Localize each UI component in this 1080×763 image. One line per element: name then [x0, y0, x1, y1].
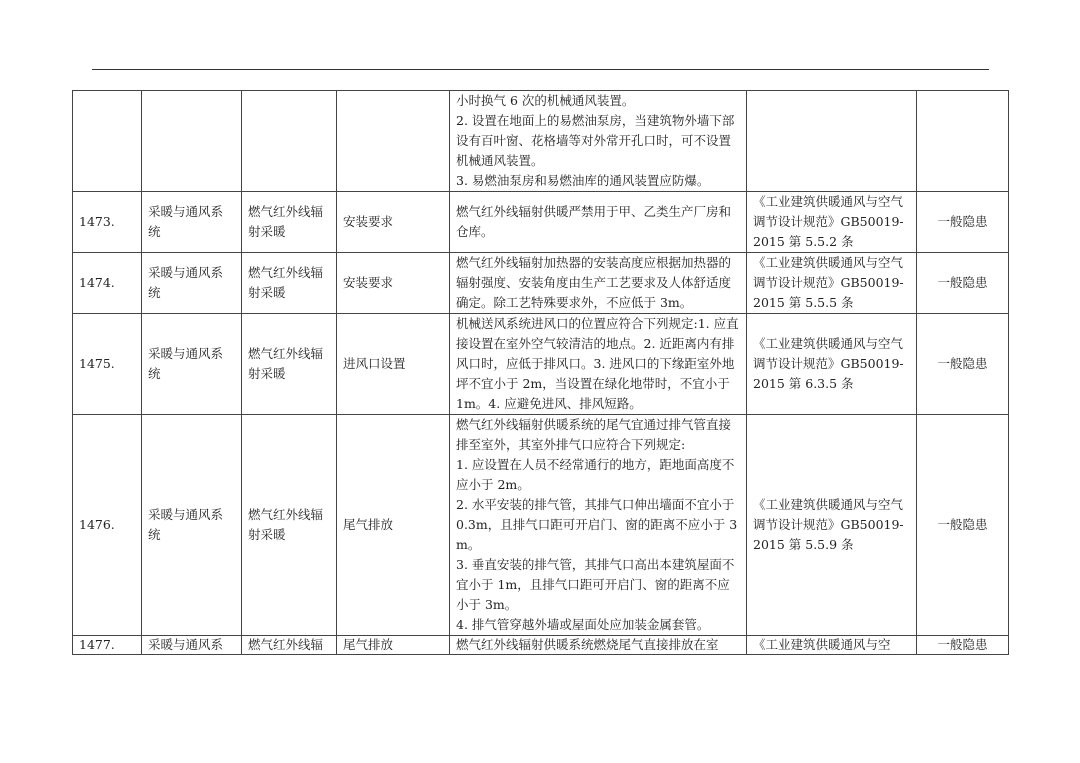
check-item-cell: 尾气排放 [337, 415, 450, 636]
requirement-line: 2. 设置在地面上的易燃油泵房，当建筑物外墙下部设有百叶窗、花格墙等对外常开孔口时，可不设置机械通风装置。 [456, 113, 735, 168]
requirement-cell [450, 415, 747, 636]
category-cell: 采暖与通风系统 [142, 314, 242, 415]
category-cell [142, 91, 242, 192]
subcategory-text: 燃气红外线辐 [248, 637, 324, 652]
category-text: 采暖与通风系 [148, 637, 224, 652]
requirement-line: 机械送风系统进风口的位置应符合下列规定:1. 应直接设置在室外空气较清洁的地点。2. 近距离内有排风口时，应低于排风口。3. 进风口的下缘距室外地坪不宜小于 2m，当设置在绿化地带时，不宜小于 1m。4. 应避免进风、排风短路。 [456, 316, 739, 411]
check-item-cell: 安装要求 [337, 192, 450, 253]
requirement-cell [450, 192, 747, 253]
check-item-cell: 安装要求 [337, 253, 450, 314]
row-number-cell [73, 636, 142, 655]
requirement-line: 1. 应设置在人员不经常通行的地方，距地面高度不应小于 2m。 [456, 457, 735, 492]
basis-cell: 《工业建筑供暖通风与空气调节设计规范》GB50019-2015 第 5.5.5 条 [747, 253, 917, 314]
requirement-line: 小时换气 6 次的机械通风装置。 [456, 93, 635, 108]
category-cell [142, 636, 242, 655]
requirement-line: 4. 排气管穿越外墙或屋面处应加装金属套管。 [456, 617, 710, 632]
row-number-text: 1477. [79, 637, 115, 652]
requirement-line: 3. 垂直安装的排气管，其排气口高出本建筑屋面不宜小于 1m，且排气口距可开启门、窗的距离不应小于 3m。 [456, 557, 735, 612]
table-row [73, 253, 1009, 314]
requirement-line: 燃气红外线辐射供暖系统的尾气宜通过排气管直接排至室外，其室外排气口应符合下列规定: [456, 417, 732, 452]
subcategory-cell: 燃气红外线辐射采暖 [242, 415, 337, 636]
basis-text: 《工业建筑供暖通风与空 [753, 637, 891, 652]
table-row [73, 415, 1009, 636]
hazard-level-cell: 一般隐患 [917, 253, 1009, 314]
table-row [73, 192, 1009, 253]
requirement-cell [450, 253, 747, 314]
requirement-line: 3. 易燃油泵房和易燃油库的通风装置应防爆。 [456, 173, 710, 188]
hazard-level-cell: 一般隐患 [917, 415, 1009, 636]
category-cell: 采暖与通风系统 [142, 192, 242, 253]
subcategory-cell: 燃气红外线辐射采暖 [242, 192, 337, 253]
requirement-line: 燃气红外线辐射加热器的安装高度应根据加热器的辐射强度、安装角度由生产工艺要求及人体舒适度确定。除工艺特殊要求外，不应低于 3m。 [456, 255, 732, 310]
basis-cell [747, 636, 917, 655]
page-header-rule [92, 69, 989, 70]
requirement-line: 燃气红外线辐射供暖系统燃烧尾气直接排放在室 [456, 637, 719, 652]
requirement-line: 燃气红外线辐射供暖严禁用于甲、乙类生产厂房和仓库。 [456, 204, 732, 239]
row-number-cell: 1476. [73, 415, 142, 636]
subcategory-cell: 燃气红外线辐射采暖 [242, 314, 337, 415]
basis-cell: 《工业建筑供暖通风与空气调节设计规范》GB50019-2015 第 5.5.9 条 [747, 415, 917, 636]
requirement-cell [450, 636, 747, 655]
subcategory-cell: 燃气红外线辐射采暖 [242, 253, 337, 314]
basis-cell [747, 91, 917, 192]
row-number-cell [73, 91, 142, 192]
hazard-standards-table [72, 90, 1009, 655]
category-cell: 采暖与通风系统 [142, 253, 242, 314]
requirement-cell [450, 314, 747, 415]
requirement-cell [450, 91, 747, 192]
basis-cell: 《工业建筑供暖通风与空气调节设计规范》GB50019-2015 第 6.3.5 条 [747, 314, 917, 415]
row-number-cell: 1475. [73, 314, 142, 415]
hazard-level-text: 一般隐患 [937, 637, 988, 652]
table-row [73, 314, 1009, 415]
hazard-level-cell [917, 636, 1009, 655]
table-row [73, 91, 1009, 192]
hazard-level-cell [917, 91, 1009, 192]
row-number-cell: 1474. [73, 253, 142, 314]
check-item-cell: 进风口设置 [337, 314, 450, 415]
requirement-line: 2. 水平安装的排气管，其排气口伸出墙面不宜小于 0.3m，且排气口距可开启门、窗的距离不应小于 3m。 [456, 497, 738, 552]
table-row [73, 636, 1009, 655]
category-cell: 采暖与通风系统 [142, 415, 242, 636]
check-item-text: 尾气排放 [343, 637, 394, 652]
check-item-cell [337, 636, 450, 655]
check-item-cell [337, 91, 450, 192]
basis-cell: 《工业建筑供暖通风与空气调节设计规范》GB50019-2015 第 5.5.2 条 [747, 192, 917, 253]
hazard-level-cell: 一般隐患 [917, 192, 1009, 253]
row-number-cell: 1473. [73, 192, 142, 253]
subcategory-cell [242, 91, 337, 192]
hazard-level-cell: 一般隐患 [917, 314, 1009, 415]
subcategory-cell [242, 636, 337, 655]
